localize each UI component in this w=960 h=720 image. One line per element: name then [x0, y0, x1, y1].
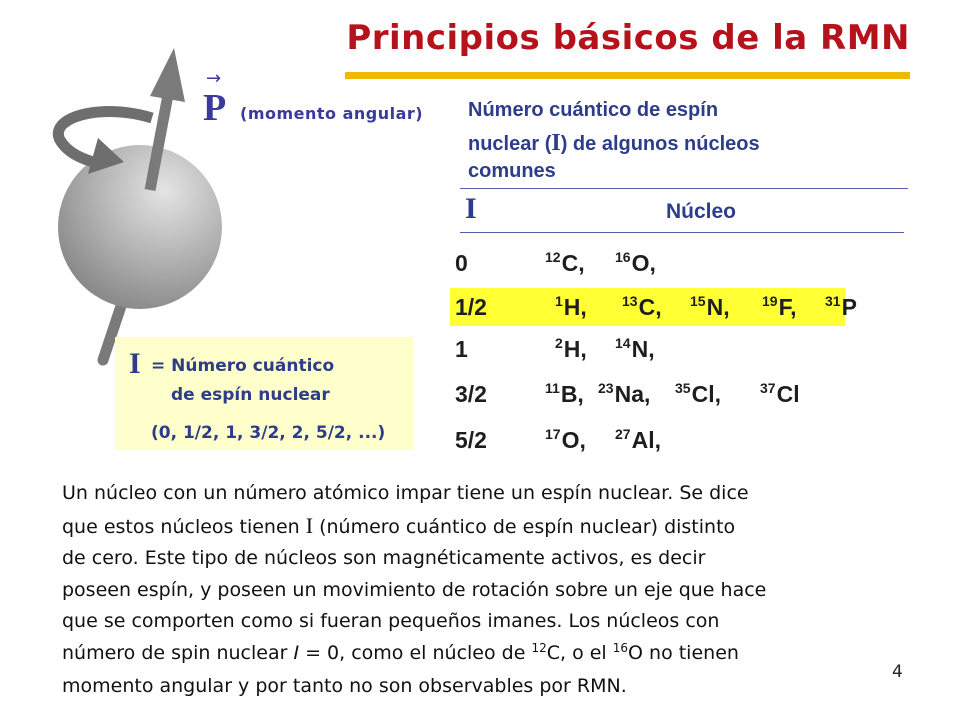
paragraph-line: Un núcleo con un número atómico impar tiene un espín nuclear. Se dice	[62, 482, 749, 504]
nucleus-entry: $^{35}$Cl,	[675, 380, 721, 407]
spin-value: 1	[455, 336, 468, 362]
page-title: Principios básicos de la RMN	[346, 18, 910, 58]
paragraph-line: de cero. Este tipo de núcleos son magnéticamente activos, es decir	[62, 547, 706, 569]
table-row	[450, 244, 830, 282]
nucleus-entry: $^{19}$F,	[762, 293, 797, 320]
column-header-spin: I	[465, 192, 477, 225]
nucleus-entry: $^{31}$P	[825, 293, 857, 320]
table-rule-header	[460, 232, 904, 233]
table-row	[450, 375, 830, 413]
paragraph-line: que se comporten como si fueran pequeños imanes. Los núcleos con	[62, 610, 720, 632]
column-header-nucleus: Núcleo	[666, 200, 737, 223]
paragraph-line: momento angular y por tanto no son observables por RMN.	[62, 675, 627, 697]
angular-momentum-label: (momento angular)	[240, 104, 424, 123]
title-underline	[345, 72, 910, 79]
table-heading-line3: comunes	[468, 160, 556, 182]
spin-value: 0	[455, 250, 468, 276]
table-row	[450, 288, 857, 326]
vector-arrow: →	[206, 68, 222, 89]
paragraph-line: número de spin nuclear I = 0, como el núcleo de $^{12}$C, o el $^{16}$O no tienen	[62, 640, 739, 664]
nucleus-entry: $^{13}$C,	[622, 293, 662, 320]
spin-values-list: (0, 1/2, 1, 3/2, 2, 5/2, ...)	[151, 423, 386, 443]
body-paragraph	[62, 478, 882, 703]
page-number: 4	[892, 662, 903, 682]
spin-value: 3/2	[455, 381, 487, 407]
table-rule-top	[460, 188, 908, 189]
table-heading-line2: nuclear (I) de algunos núcleos	[468, 130, 760, 156]
spin-value: 5/2	[455, 427, 487, 453]
spin-definition-line1: = Número cuántico	[151, 356, 335, 376]
angular-momentum-symbol: P	[203, 87, 227, 129]
nucleus-entry: $^2$H,	[555, 335, 587, 362]
nucleus-entry: $^{14}$N,	[615, 335, 655, 362]
spin-definition-line2: de espín nuclear	[171, 385, 330, 405]
nucleus-entry: $^{12}$C,	[545, 249, 585, 276]
paragraph-line: poseen espín, y poseen un movimiento de rotación sobre un eje que hace	[62, 578, 767, 601]
nucleus-entry: $^{37}$Cl	[760, 380, 800, 407]
nucleus-entry: $^{16}$O,	[615, 249, 656, 276]
nucleus-entry: $^{11}$B,	[545, 380, 584, 407]
table-heading	[468, 94, 888, 181]
nucleus-entry: $^1$H,	[555, 293, 587, 320]
spin-definition-box	[115, 337, 413, 450]
nucleus-entry: $^{15}$N,	[690, 293, 730, 320]
table-row	[450, 421, 830, 459]
spin-symbol: I	[129, 347, 141, 380]
nucleus-entry: $^{23}$Na,	[598, 380, 651, 407]
spin-value: 1/2	[455, 294, 487, 320]
nucleus-entry: $^{27}$Al,	[615, 426, 661, 453]
table-heading-line1: Número cuántico de espín	[468, 99, 719, 121]
nucleus-entry: $^{17}$O,	[545, 426, 586, 453]
paragraph-line: que estos núcleos tienen I (número cuántico de espín nuclear) distinto	[62, 512, 736, 538]
table-row	[450, 330, 830, 368]
